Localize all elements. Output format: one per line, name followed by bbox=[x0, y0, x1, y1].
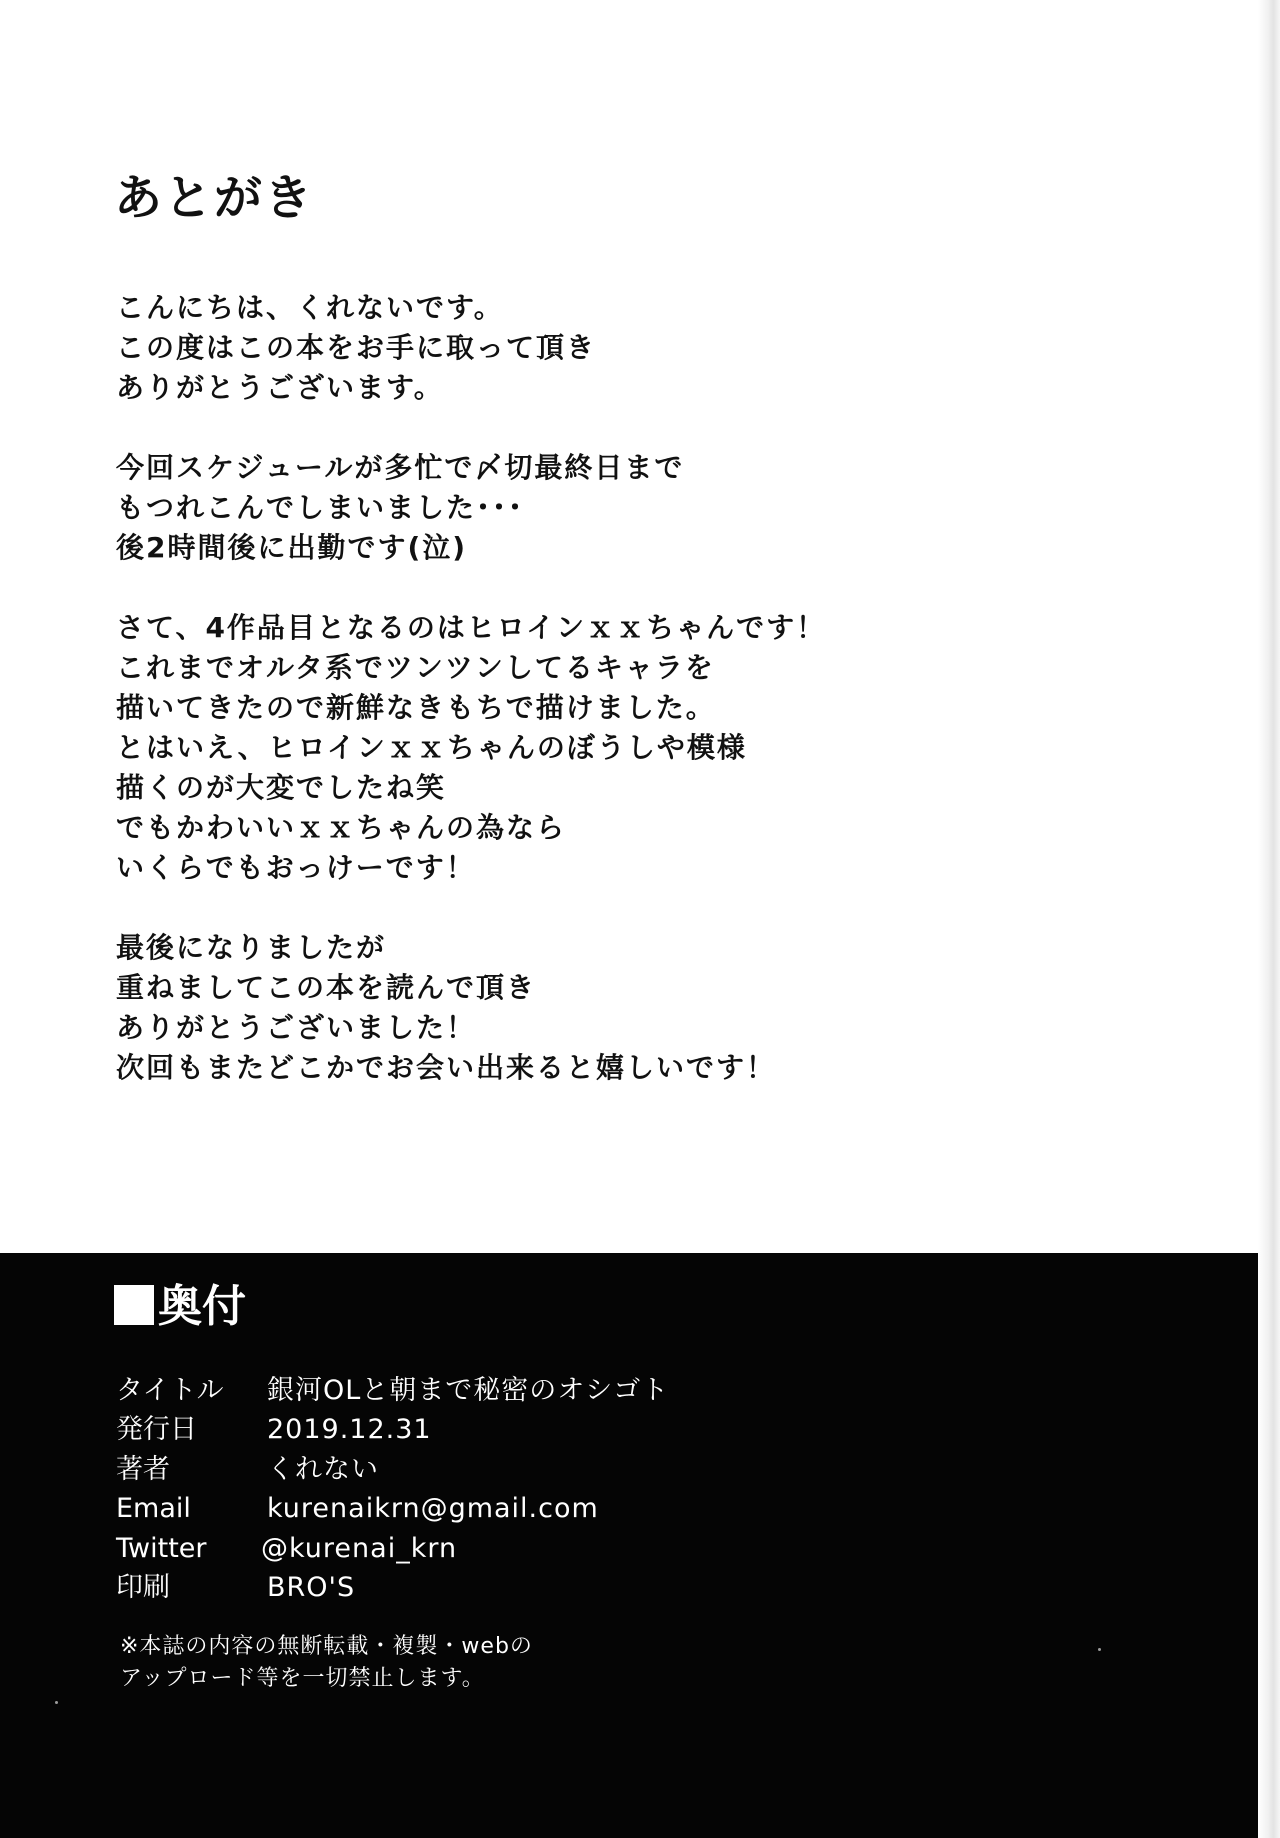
colophon-value: kurenaikrn@gmail.com bbox=[267, 1493, 599, 1525]
colophon-label: 著者 bbox=[116, 1453, 170, 1485]
colophon-row-date bbox=[116, 1411, 669, 1451]
colophon-row-author bbox=[116, 1450, 669, 1490]
colophon-value: @kurenai_krn bbox=[261, 1532, 458, 1564]
afterword-line: 次回もまたどこかでお会い出来ると嬉しいです！ bbox=[116, 1051, 777, 1084]
colophon-row-title bbox=[116, 1371, 669, 1411]
notice-line: ※本誌の内容の無断転載・複製・webの bbox=[120, 1634, 533, 1659]
afterword-line: でもかわいいｘｘちゃんの為なら bbox=[116, 811, 567, 844]
afterword-line: 描いてきたので新鮮なきもちで描けました。 bbox=[116, 691, 716, 724]
afterword-paragraph-work bbox=[116, 608, 1196, 888]
colophon-value: BRO'S bbox=[267, 1572, 356, 1604]
colophon-value: くれない bbox=[267, 1453, 379, 1485]
colophon-label: 印刷 bbox=[116, 1572, 170, 1604]
afterword-line: 描くのが大変でしたね笑 bbox=[116, 771, 447, 804]
colophon-section bbox=[0, 1253, 1258, 1838]
afterword-title: あとがき bbox=[114, 170, 315, 226]
colophon-row-printer bbox=[116, 1569, 669, 1609]
colophon-row-twitter bbox=[116, 1529, 669, 1569]
square-bullet-icon bbox=[114, 1285, 154, 1325]
colophon-table bbox=[116, 1371, 669, 1608]
colophon-value: 銀河OLと朝まで秘密のオシゴト bbox=[267, 1374, 670, 1406]
afterword-paragraph-closing bbox=[116, 928, 1196, 1088]
colophon-title: 奥付 bbox=[158, 1281, 246, 1332]
notice-line: アップロード等を一切禁止します。 bbox=[120, 1666, 485, 1691]
copyright-notice bbox=[120, 1631, 533, 1695]
scan-edge-shadow bbox=[1258, 0, 1280, 1838]
afterword-line: もつれこんでしまいました･･･ bbox=[116, 491, 525, 524]
colophon-row-email bbox=[116, 1490, 669, 1530]
afterword-paragraph-greeting bbox=[116, 288, 1196, 408]
afterword-line: この度はこの本をお手に取って頂き bbox=[116, 331, 597, 364]
afterword-body bbox=[116, 288, 1196, 1128]
afterword-line: ありがとうございました！ bbox=[116, 1011, 477, 1044]
colophon-label: Email bbox=[116, 1493, 191, 1525]
afterword-line: ありがとうございます。 bbox=[116, 371, 444, 404]
afterword-line: 今回スケジュールが多忙で〆切最終日まで bbox=[116, 451, 685, 484]
colophon-heading bbox=[114, 1279, 246, 1335]
colophon-label: Twitter bbox=[116, 1532, 207, 1564]
afterword-line: いくらでもおっけーです！ bbox=[116, 851, 476, 884]
colophon-label: 発行日 bbox=[116, 1414, 197, 1446]
afterword-line: こんにちは、くれないです。 bbox=[116, 291, 504, 324]
colophon-label: タイトル bbox=[116, 1374, 224, 1406]
afterword-line: 後2時間後に出勤です(泣) bbox=[116, 531, 468, 564]
scan-speck bbox=[1098, 1648, 1101, 1651]
afterword-line: 重ねましてこの本を読んで頂き bbox=[116, 971, 537, 1004]
afterword-line: とはいえ、ヒロインｘｘちゃんのぼうしや模様 bbox=[116, 731, 747, 764]
afterword-line: これまでオルタ系でツンツンしてるキャラを bbox=[116, 651, 715, 684]
afterword-paragraph-schedule bbox=[116, 448, 1196, 568]
afterword-line: 最後になりましたが bbox=[116, 931, 387, 964]
afterword-line: さて、4作品目となるのはヒロインｘｘちゃんです！ bbox=[116, 611, 827, 644]
colophon-value: 2019.12.31 bbox=[267, 1414, 432, 1446]
scan-speck bbox=[55, 1701, 58, 1704]
